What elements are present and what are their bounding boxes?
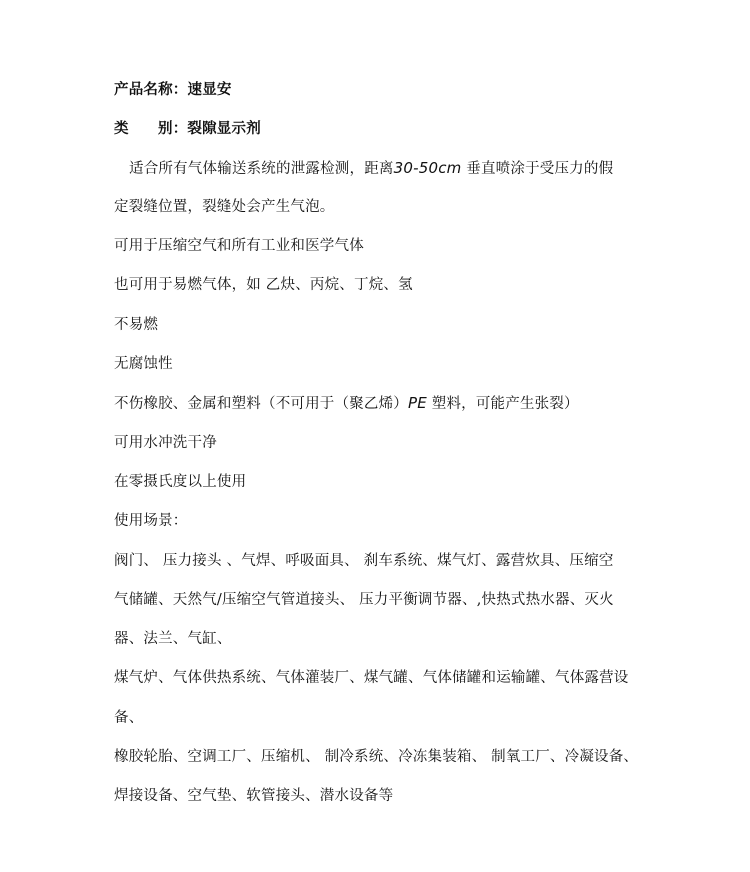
feature-non-corrosive: 无腐蚀性 bbox=[114, 356, 173, 373]
feature-flammable-gases: 也可用于易燃气体，如 乙炔、丙烷、丁烷、氢 bbox=[114, 277, 413, 294]
scenarios-group-2-line-2: 备、 bbox=[114, 709, 144, 726]
product-name-value: 速显安 bbox=[187, 81, 232, 98]
feature-material-safety bbox=[114, 384, 644, 423]
scenarios-group-3-line-1: 橡胶轮胎、空调工厂、压缩机、 制冷系统、冷冻集装箱、 制氧工厂、冷凝设备、 bbox=[114, 749, 639, 766]
product-name-line bbox=[114, 70, 644, 109]
feature-water-washable: 可用水冲洗干净 bbox=[114, 434, 217, 451]
feature-material-text-a: 不伤橡胶、金属和塑料（不可用于（聚乙烯） bbox=[114, 396, 408, 413]
category-value: 裂隙显示剂 bbox=[187, 120, 261, 138]
scenarios-group-1-line-2: 气储罐、天然气/压缩空气管道接头、 压力平衡调节器、,快热式热水器、灭火 bbox=[114, 591, 614, 608]
category-label-first-char: 类 bbox=[114, 120, 129, 138]
product-name-label: 产品名称： bbox=[114, 81, 188, 98]
feature-material-text-b: 塑料，可能产生张裂） bbox=[426, 396, 579, 413]
scenarios-group-3-line-2: 焊接设备、空气垫、软管接头、潜水设备等 bbox=[114, 788, 394, 805]
feature-material-pe: PE bbox=[408, 394, 427, 413]
description-line-1 bbox=[114, 149, 644, 188]
description-text-a: 适合所有气体输送系统的泄露检测，距离 bbox=[129, 160, 394, 177]
scenarios-group-1-line-3: 器、法兰、气缸、 bbox=[114, 631, 232, 648]
feature-temperature: 在零摄氏度以上使用 bbox=[114, 473, 247, 490]
description-line-2: 定裂缝位置，裂缝处会产生气泡。 bbox=[114, 198, 335, 215]
category-label-rest: 别： bbox=[158, 120, 188, 138]
document-body bbox=[114, 70, 644, 817]
feature-non-flammable: 不易燃 bbox=[114, 316, 159, 333]
scenarios-group-1-line-1: 阀门、 压力接头 、气焊、呼吸面具、 刹车系统、煤气灯、露营炊具、压缩空 bbox=[114, 552, 614, 569]
scenarios-group-2-line-1: 煤气炉、气体供热系统、气体灌装厂、煤气罐、气体储罐和运输罐、气体露营设 bbox=[114, 670, 629, 687]
product-category-line bbox=[114, 109, 644, 148]
scenarios-title: 使用场景： bbox=[114, 513, 188, 530]
feature-gases: 可用于压缩空气和所有工业和医学气体 bbox=[114, 238, 364, 255]
description-text-b: 垂直喷涂于受压力的假 bbox=[461, 160, 614, 177]
spray-distance: 30-50cm bbox=[393, 158, 462, 177]
